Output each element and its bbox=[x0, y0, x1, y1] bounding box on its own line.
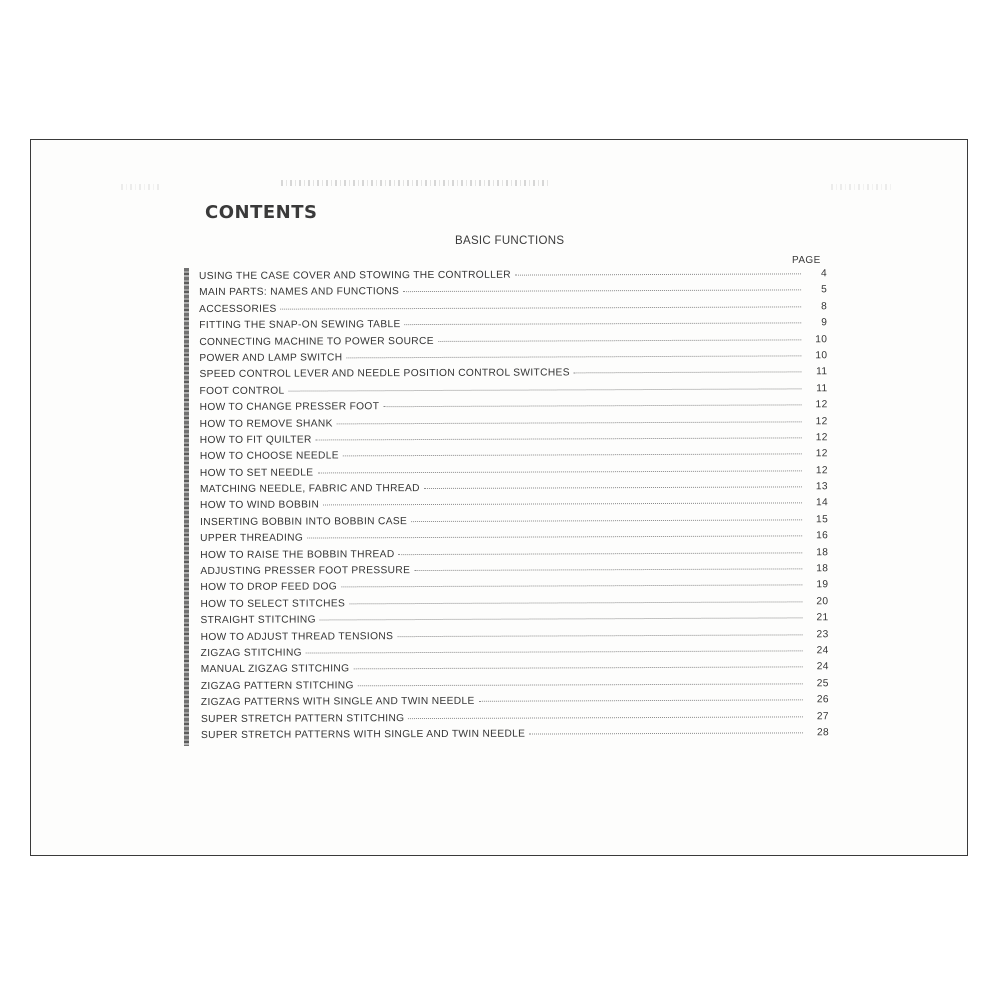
binding-margin-mark bbox=[184, 268, 189, 746]
dot-leader bbox=[316, 437, 802, 440]
dot-leader bbox=[323, 503, 802, 506]
dot-leader bbox=[397, 634, 802, 637]
toc-entry-page: 5 bbox=[821, 284, 828, 296]
toc-entry-label: HOW TO SELECT STITCHES bbox=[200, 598, 346, 610]
toc-entry-page: 18 bbox=[816, 563, 829, 575]
toc-entry bbox=[201, 727, 829, 746]
dot-leader bbox=[288, 388, 801, 391]
toc-entry-page: 24 bbox=[816, 661, 829, 673]
dot-leader bbox=[414, 568, 802, 571]
toc-entry-page: 10 bbox=[815, 333, 828, 345]
toc-entry-page: 9 bbox=[821, 317, 828, 329]
dot-leader bbox=[307, 536, 802, 539]
dot-leader bbox=[383, 404, 801, 407]
scan-artifact bbox=[281, 180, 551, 186]
toc-entry-page: 10 bbox=[815, 350, 828, 362]
toc-entry-label: ZIGZAG PATTERNS WITH SINGLE AND TWIN NEEDLE bbox=[200, 695, 475, 709]
toc-entry-page: 13 bbox=[815, 481, 828, 493]
toc-entry-label: HOW TO WIND BOBBIN bbox=[200, 499, 320, 512]
toc-entry-label: ZIGZAG STITCHING bbox=[200, 647, 302, 659]
toc-entry-label: MAIN PARTS: NAMES AND FUNCTIONS bbox=[199, 286, 400, 299]
toc-entry-label: CONNECTING MACHINE TO POWER SOURCE bbox=[199, 335, 434, 348]
toc-entry-page: 23 bbox=[816, 628, 829, 640]
toc-entry-label: USING THE CASE COVER AND STOWING THE CONTROLLER bbox=[199, 269, 511, 282]
toc-entry-page: 20 bbox=[816, 596, 829, 608]
toc-entry-page: 4 bbox=[820, 268, 828, 280]
scan-artifact bbox=[121, 184, 161, 190]
dot-leader bbox=[515, 273, 801, 275]
toc-entry-label: FOOT CONTROL bbox=[199, 385, 285, 397]
dot-leader bbox=[399, 552, 803, 555]
toc-entry-page: 27 bbox=[816, 710, 829, 722]
toc-entry-page: 12 bbox=[815, 399, 828, 411]
toc-entry-label: UPPER THREADING bbox=[200, 532, 304, 545]
toc-entry-label: HOW TO FIT QUILTER bbox=[199, 434, 312, 446]
toc-entry-page: 15 bbox=[816, 514, 829, 526]
toc-entry-page: 18 bbox=[816, 546, 829, 558]
toc-entry-page: 8 bbox=[821, 301, 828, 313]
toc-entry-label: ZIGZAG PATTERN STITCHING bbox=[200, 680, 354, 692]
dot-leader bbox=[574, 372, 802, 374]
dot-leader bbox=[320, 618, 803, 621]
toc-entry-page: 21 bbox=[816, 612, 829, 624]
dot-leader bbox=[358, 683, 803, 686]
toc-entry-label: SUPER STRETCH PATTERN STITCHING bbox=[200, 712, 405, 725]
dot-leader bbox=[353, 667, 802, 670]
dot-leader bbox=[343, 454, 802, 457]
dot-leader bbox=[424, 486, 802, 489]
dot-leader bbox=[408, 716, 803, 719]
toc-entry-page: 16 bbox=[816, 530, 829, 542]
toc-entry-label: SPEED CONTROL LEVER AND NEEDLE POSITION CONTROL SWITCHES bbox=[199, 367, 570, 381]
toc-entry-label: HOW TO ADJUST THREAD TENSIONS bbox=[200, 630, 394, 643]
toc-entry-page: 14 bbox=[815, 497, 829, 509]
toc-entry-label: FITTING THE SNAP-ON SEWING TABLE bbox=[199, 319, 401, 332]
toc-entry-label: MATCHING NEEDLE, FABRIC AND THREAD bbox=[199, 483, 420, 496]
toc-entry-page: 19 bbox=[816, 579, 829, 591]
toc-entry-label: HOW TO CHOOSE NEEDLE bbox=[199, 450, 339, 463]
dot-leader bbox=[405, 323, 802, 326]
dot-leader bbox=[479, 700, 803, 702]
section-heading: BASIC FUNCTIONS bbox=[455, 235, 565, 247]
dot-leader bbox=[529, 732, 803, 734]
toc-entry-label: SUPER STRETCH PATTERNS WITH SINGLE AND TWIN NEEDLE bbox=[201, 728, 526, 741]
toc-entry-page: 26 bbox=[816, 694, 829, 706]
table-of-contents bbox=[199, 268, 829, 746]
toc-entry-label: HOW TO REMOVE SHANK bbox=[199, 417, 333, 430]
toc-entry-label: HOW TO DROP FEED DOG bbox=[200, 581, 338, 594]
toc-entry-page: 12 bbox=[815, 464, 828, 476]
toc-entry-page: 24 bbox=[816, 645, 829, 657]
toc-entry-page: 28 bbox=[816, 727, 830, 739]
toc-entry-label: HOW TO SET NEEDLE bbox=[199, 467, 314, 479]
toc-entry-label: ADJUSTING PRESSER FOOT PRESSURE bbox=[200, 565, 411, 578]
toc-entry-page: 25 bbox=[816, 678, 829, 690]
dot-leader bbox=[349, 601, 802, 604]
page-column-header: PAGE bbox=[792, 255, 821, 266]
toc-entry-label: HOW TO RAISE THE BOBBIN THREAD bbox=[200, 548, 395, 561]
toc-entry-label: ACCESSORIES bbox=[199, 303, 277, 315]
toc-entry-label: MANUAL ZIGZAG STITCHING bbox=[200, 663, 350, 676]
toc-entry-label: POWER AND LAMP SWITCH bbox=[199, 352, 343, 364]
dot-leader bbox=[438, 339, 801, 342]
document-page bbox=[30, 139, 968, 856]
contents-title: CONTENTS bbox=[205, 202, 318, 223]
toc-entry-page: 12 bbox=[815, 432, 828, 444]
dot-leader bbox=[281, 306, 802, 309]
dot-leader bbox=[403, 290, 801, 293]
scan-artifact bbox=[831, 184, 891, 190]
toc-entry-label: HOW TO CHANGE PRESSER FOOT bbox=[199, 401, 380, 414]
dot-leader bbox=[346, 355, 801, 358]
toc-entry-page: 11 bbox=[816, 366, 828, 378]
toc-entry-label: INSERTING BOBBIN INTO BOBBIN CASE bbox=[200, 515, 408, 528]
dot-leader bbox=[341, 585, 802, 588]
dot-leader bbox=[337, 421, 802, 424]
toc-entry-page: 11 bbox=[816, 382, 828, 395]
dot-leader bbox=[317, 470, 801, 473]
toc-entry-page: 12 bbox=[815, 415, 828, 427]
toc-entry-page: 12 bbox=[815, 448, 828, 460]
dot-leader bbox=[306, 650, 803, 653]
dot-leader bbox=[411, 519, 802, 522]
toc-entry-label: STRAIGHT STITCHING bbox=[200, 614, 316, 627]
